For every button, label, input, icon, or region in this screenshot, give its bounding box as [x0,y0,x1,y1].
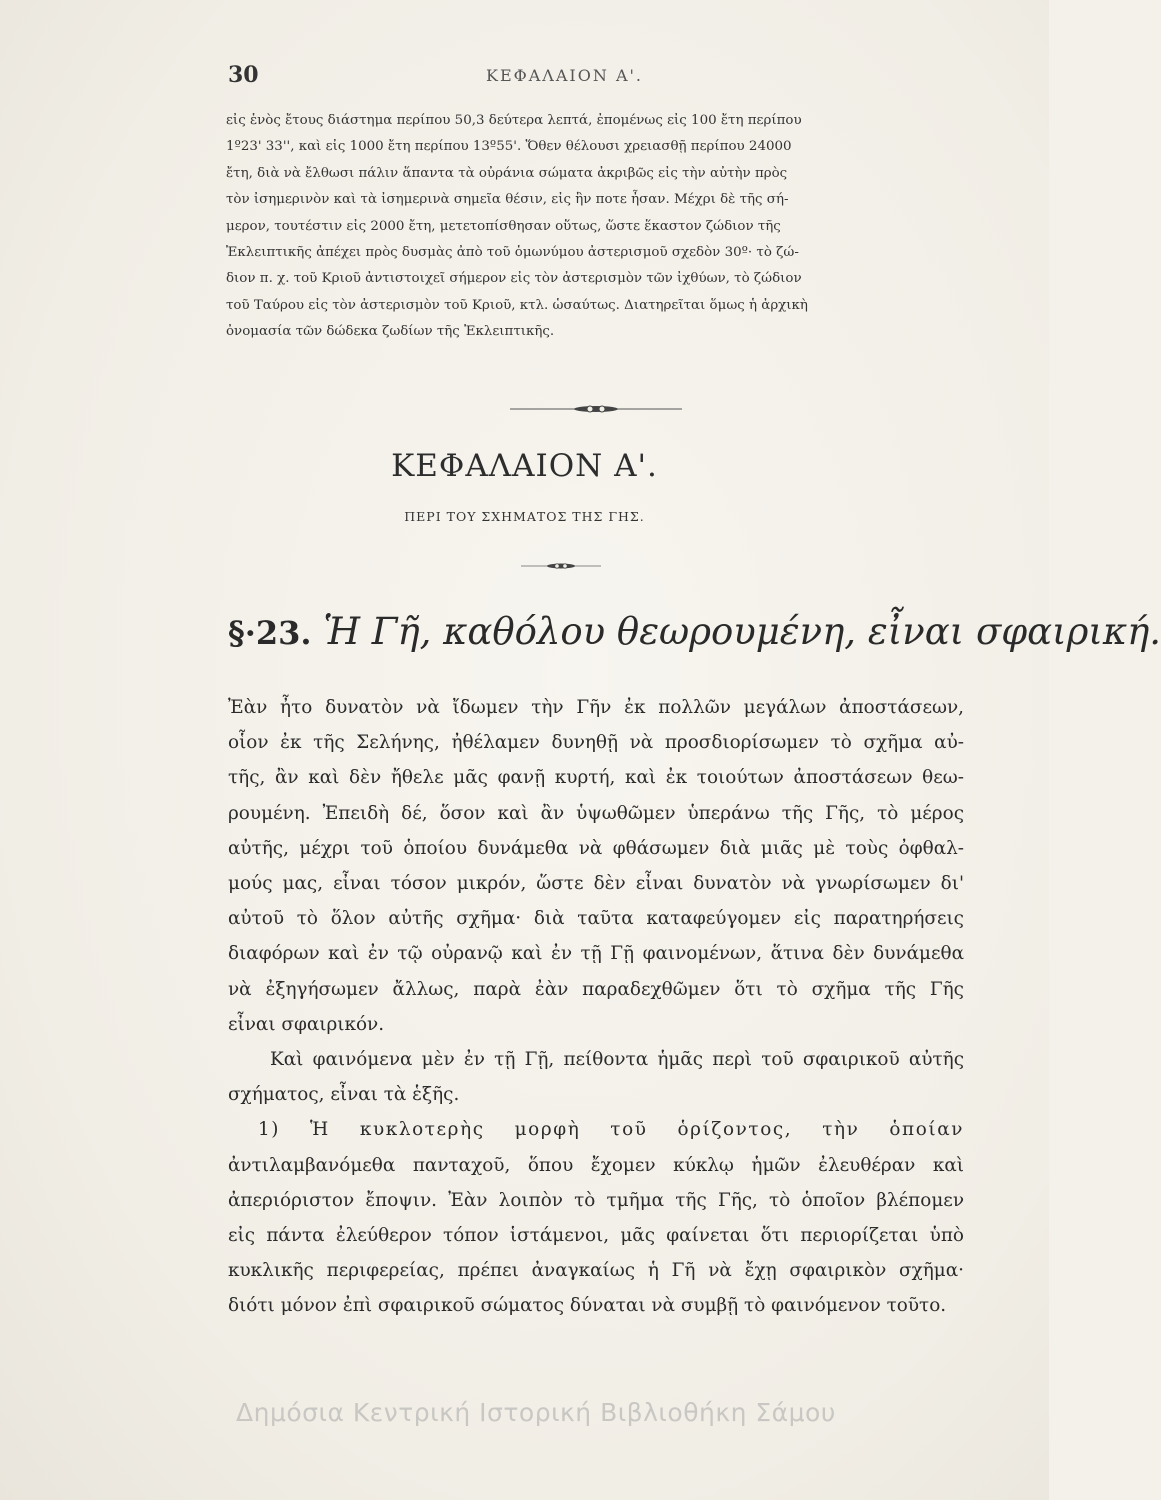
intro-line: ἔτη, διὰ νὰ ἔλθωσι πάλιν ἅπαντα τὰ οὐράνια σώματα ἀκριβῶς εἰς τὴν αὐτὴν πρὸς [226,165,788,181]
section-heading [228,610,1161,653]
ornamental-rule [510,403,682,415]
intro-line: ὀνομασία τῶν δώδεκα ζωδίων τῆς Ἐκλειπτικῆς. [226,324,555,340]
body-line: αὐτῆς, μέχρι τοῦ ὁποίου δυνάμεθα νὰ φθάσωμεν διὰ μιᾶς μὲ τοὺς ὀφθαλ- [228,837,964,859]
intro-line: διον π. χ. τοῦ Κριοῦ ἀντιστοιχεῖ σήμερον εἰς τὸν ἀστερισμὸν τῶν ἰχθύων, τὸ ζώδιον [226,271,802,287]
body-line: ρουμένη. Ἐπειδὴ δέ, ὅσον καὶ ἂν ὑψωθῶμεν ὑπεράνω τῆς Γῆς, τὸ μέρος [228,802,964,824]
intro-line: 1º23' 33'', καὶ εἰς 1000 ἔτη περίπου 13º55'. Ὅθεν θέλουσι χρειασθῇ περίπου 24000 [226,139,792,155]
body-line: τῆς, ἂν καὶ δὲν ἤθελε μᾶς φανῇ κυρτή, καὶ ἐκ τοιούτων ἀποστάσεων θεω- [228,767,964,789]
body-line: Ἐὰν ἦτο δυνατὸν νὰ ἴδωμεν τὴν Γῆν ἐκ πολλῶν μεγάλων ἀποστάσεων, [228,697,964,718]
intro-paragraph [226,108,808,346]
body-line: κυκλικῆς περιφερείας, πρέπει ἀναγκαίως ἡ Γῆ νὰ ἔχῃ σφαιρικὸν σχῆμα· [228,1260,964,1282]
section-title: Ἡ Γῆ, καθόλου θεωρουμένη, εἶναι σφαιρική. [323,610,1161,653]
body-line: 1) Ἡ κυκλοτερὴς μορφὴ τοῦ ὁρίζοντος, τὴν ὁποίαν [258,1119,964,1141]
intro-line: τὸν ἰσημερινὸν καὶ τὰ ἰσημερινὰ σημεῖα θέσιν, εἰς ἣν ποτε ἦσαν. Μέχρι δὲ τῆς σή- [226,192,789,208]
intro-line: τοῦ Ταύρου εἰς τὸν ἀστερισμὸν τοῦ Κριοῦ, κτλ. ὡσαύτως. Διατηρεῖται ὅμως ἡ ἀρχικὴ [226,297,808,313]
chapter-title: ΚΕΦΑΛΑΙΟΝ Α'. [391,448,658,484]
intro-line: Ἐκλειπτικῆς ἀπέχει πρὸς δυσμὰς ἀπὸ τοῦ ὁμωνύμου ἀστερισμοῦ σχεδὸν 30º· τὸ ζώ- [226,245,799,261]
body-line: αὐτοῦ τὸ ὅλον αὐτῆς σχῆμα· διὰ ταῦτα καταφεύγομεν εἰς παρατηρήσεις [228,908,964,930]
section-number: §·23. [228,614,312,652]
ornamental-rule [521,561,601,571]
page-number: 30 [228,62,259,88]
body-line: Καὶ φαινόμενα μὲν ἐν τῇ Γῇ, πείθοντα ἡμᾶς περὶ τοῦ σφαιρικοῦ αὐτῆς [270,1049,964,1071]
body-line: μούς μας, εἶναι τόσον μικρόν, ὥστε δὲν εἶναι δυνατὸν νὰ γνωρίσωμεν δι' [228,873,964,895]
library-watermark: Δημόσια Κεντρική Ιστορική Βιβλιοθήκη Σάμου [236,1398,836,1427]
body-line: εἰς πάντα ἐλεύθερον τόπον ἱστάμενοι, μᾶς φαίνεται ὅτι περιορίζεται ὑπὸ [228,1225,964,1247]
body-line: οἷον ἐκ τῆς Σελήνης, ἠθέλαμεν δυνηθῇ νὰ προσδιορίσωμεν τὸ σχῆμα αὐ- [228,732,964,754]
running-head: ΚΕΦΑΛΑΙΟΝ Α'. [486,66,643,85]
body-line: διότι μόνον ἐπὶ σφαιρικοῦ σώματος δύναται νὰ συμβῇ τὸ φαινόμενον τοῦτο. [228,1295,947,1317]
body-line: ἀπεριόριστον ἔποψιν. Ἐὰν λοιπὸν τὸ τμῆμα τῆς Γῆς, τὸ ὁποῖον βλέπομεν [228,1189,964,1211]
body-text [228,690,964,1324]
body-line: σχήματος, εἶναι τὰ ἑξῆς. [228,1084,460,1106]
page-header [228,62,773,92]
body-line: διαφόρων καὶ ἐν τῷ οὐρανῷ καὶ ἐν τῇ Γῇ φαινομένων, ἅτινα δὲν δυνάμεθα [228,943,964,965]
chapter-subtitle: ΠΕΡΙ ΤΟΥ ΣΧΗΜΑΤΟΣ ΤΗΣ ΓΗΣ. [404,509,645,524]
body-line: εἶναι σφαιρικόν. [228,1013,385,1035]
body-line: νὰ ἐξηγήσωμεν ἄλλως, παρὰ ἐὰν παραδεχθῶμεν ὅτι τὸ σχῆμα τῆς Γῆς [228,978,964,1000]
body-line: ἀντιλαμβανόμεθα πανταχοῦ, ὅπου ἔχομεν κύκλῳ ἡμῶν ἐλευθέραν καὶ [228,1154,964,1176]
intro-line: εἰς ἑνὸς ἔτους διάστημα περίπου 50,3 δεύτερα λεπτά, ἐπομένως εἰς 100 ἔτη περίπου [226,113,802,128]
intro-line: μερον, τουτέστιν εἰς 2000 ἔτη, μετετοπίσθησαν οὕτως, ὥστε ἕκαστον ζώδιον τῆς [226,218,781,234]
